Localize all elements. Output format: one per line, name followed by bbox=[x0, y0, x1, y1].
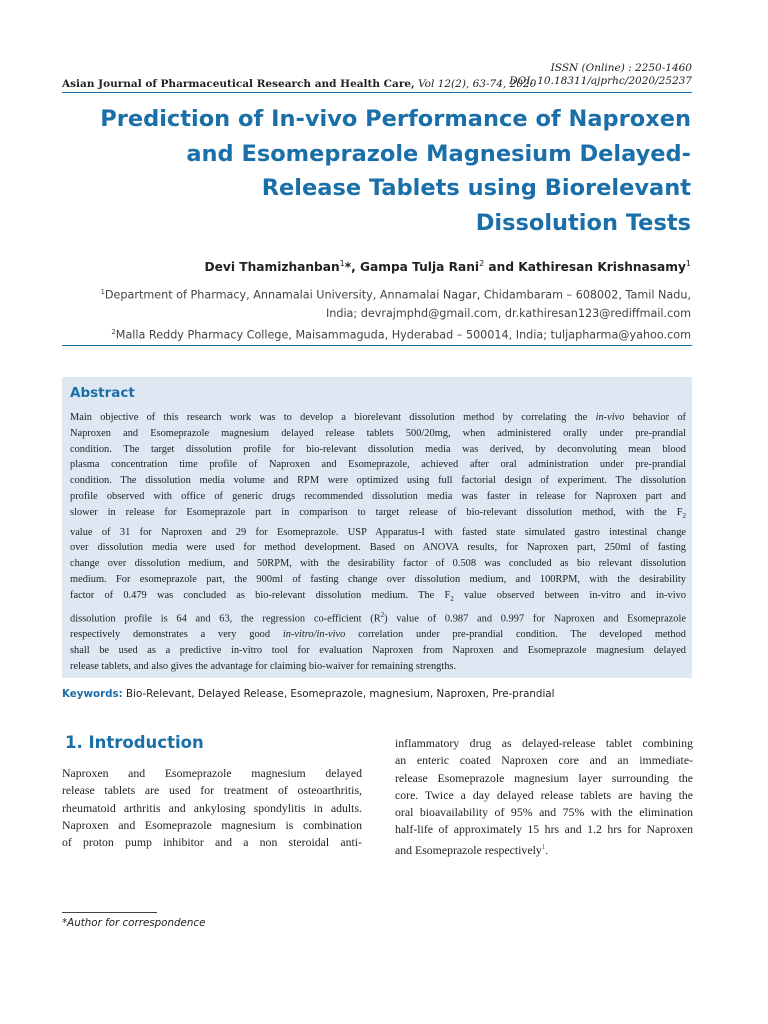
keywords-text: Bio-Relevant, Delayed Release, Esomeprazole, magnesium, Naproxen, Pre-prandial bbox=[122, 688, 555, 700]
intro-column-right bbox=[395, 735, 693, 859]
section-heading-introduction: 1. Introduction bbox=[65, 733, 204, 752]
body-line: release Esomeprazole magnesium layer surrounding the bbox=[395, 770, 693, 785]
abstract-line: dissolution profile is 64 and 63, the regression co-efficient $(R^2)$ value of 0.987 and 0.997 for Naproxen and Esomeprazole bbox=[70, 610, 686, 625]
author-affil-marker: 2 bbox=[479, 259, 485, 268]
author-affil-marker: 1 bbox=[339, 259, 345, 268]
abstract-line: factor of 0.479 was concluded as bio-relevant dissolution medium. The $F_2$ value observed between in-vitro and in-vivo bbox=[70, 589, 686, 603]
author-name: Devi Thamizhanban bbox=[204, 260, 340, 275]
abstract-line: plasma concentration time profile of Naproxen and Esomeprazole, achieved after oral administration under pre-prandial bbox=[70, 459, 686, 471]
title-line: and Esomeprazole Magnesium Delayed- bbox=[186, 140, 691, 167]
abstract-line: profile observed with office of generic drugs recommended dissolution media was faster in release for Naproxen part and bbox=[70, 490, 686, 502]
affiliation-line: $^1$Department of Pharmacy, Annamalai University, Annamalai Nagar, Chidambaram – 608002, Tamil Nadu, bbox=[100, 288, 691, 302]
abstract-line: over dissolution media were used for method development. Based on ANOVA results, for Naproxen part, 250ml of fasting bbox=[70, 542, 686, 554]
author-name: Kathiresan Krishnasamy bbox=[518, 260, 686, 275]
abstract-line: respectively demonstrates a very good in-vitro/in-vivo correlation under pre-prandial condition. The developed method bbox=[70, 628, 686, 640]
keywords bbox=[62, 688, 554, 700]
abstract-line: Naproxen and Esomeprazole magnesium delayed release tablets 500/20mg, when administered orally under pre-prandial bbox=[70, 427, 686, 439]
affiliation-rule bbox=[62, 345, 692, 346]
title-line: Dissolution Tests bbox=[475, 209, 691, 236]
body-line: release tablets are used for treatment of osteoarthritis, bbox=[62, 783, 362, 798]
author-name: Gampa Tulja Rani bbox=[360, 260, 480, 275]
abstract-line: release tablets, and also gives the advantage for claiming bio-waiver for remaining strengths. bbox=[70, 660, 457, 672]
body-line: rheumatoid arthritis and ankylosing spondylitis in adults. bbox=[62, 800, 362, 815]
intro-column-left bbox=[62, 765, 362, 851]
body-line: oral bioavailability of 95% and 75% with the elimination bbox=[395, 805, 693, 820]
body-line: Naproxen and Esomeprazole magnesium is combination bbox=[62, 817, 362, 832]
affiliation-line: India; devrajmphd@gmail.com, dr.kathiresan123@rediffmail.com bbox=[325, 306, 691, 320]
journal-citation bbox=[62, 78, 536, 90]
body-line: of proton pump inhibitor and a non steroidal anti- bbox=[62, 835, 362, 850]
body-line: an enteric coated Naproxen core and an immediate- bbox=[395, 753, 693, 768]
body-line: Naproxen and Esomeprazole magnesium delayed bbox=[62, 766, 362, 780]
journal-volume: Vol 12(2), 63-74, 2020 bbox=[418, 78, 537, 90]
affil-marker: 2 bbox=[111, 327, 116, 336]
abstract-line: condition. The dissolution media volume and RPM were optimized using full factorial design of experiment. The dissolution bbox=[70, 475, 686, 487]
header-rule bbox=[62, 92, 692, 93]
abstract-line: condition. The target dissolution profile for bio-relevant dissolution media was derived, by deconvoluting mean blood bbox=[70, 443, 686, 455]
body-line: inflammatory drug as delayed-release tablet combining bbox=[395, 736, 693, 750]
abstract-line: medium. For esomeprazole part, the 900ml of fasting change over dissolution medium, and 100RPM, with the desirability bbox=[70, 574, 686, 586]
abstract-line: value of 31 for Naproxen and 29 for Esomeprazole. USP Apparatus-I with fasted state simulated gastro intestinal change bbox=[70, 526, 686, 538]
keywords-label: Keywords: bbox=[62, 688, 123, 700]
abstract-heading: Abstract bbox=[70, 385, 135, 401]
abstract-body bbox=[70, 410, 686, 674]
reference-marker[interactable]: 1 bbox=[541, 842, 546, 851]
affil-marker: 1 bbox=[100, 288, 105, 296]
footnote-rule bbox=[62, 912, 157, 913]
doi-text: DOI: 10.18311/ajprhc/2020/25237 bbox=[509, 75, 692, 87]
author-list bbox=[205, 259, 691, 274]
affiliation-line: $^2$Malla Reddy Pharmacy College, Maisammaguda, Hyderabad – 500014, India; tuljapharma@yahoo.com bbox=[111, 327, 691, 342]
abstract-line: change over dissolution medium, and 50RPM, with the desirability factor of 0.508 was concluded as bio relevant dissolution bbox=[70, 558, 686, 570]
corresponding-marker: *, bbox=[344, 260, 361, 275]
title-line: Release Tablets using Biorelevant bbox=[261, 175, 691, 201]
paper-title bbox=[91, 102, 691, 240]
affiliations bbox=[51, 283, 691, 344]
body-line: and Esomeprazole respectively$^1$. bbox=[395, 842, 549, 857]
footnote-correspondence: *Author for correspondence bbox=[62, 917, 206, 929]
author-joiner: and bbox=[484, 260, 519, 275]
body-line: core. Twice a day delayed release tablets are having the bbox=[395, 787, 693, 802]
author-affil-marker: 1 bbox=[685, 259, 691, 268]
title-line: Prediction of In-vivo Performance of Naproxen bbox=[100, 106, 691, 132]
abstract-line: slower in release for Esomeprazole part in comparison to target release of bio-relevant dissolution method, with the $F_2$ bbox=[70, 506, 686, 520]
body-line: half-life of approximately 15 hrs and 1.2 hrs for Naproxen bbox=[395, 822, 693, 837]
abstract-line: shall be used as a predictive in-vitro tool for evaluation Naproxen from Naproxen and Esomeprazole magnesium delayed bbox=[70, 644, 686, 656]
abstract-line: Main objective of this research work was to develop a biorelevant dissolution method by correlating the in-vivo behavior of bbox=[70, 412, 686, 423]
journal-name: Asian Journal of Pharmaceutical Research and Health Care, bbox=[62, 78, 415, 90]
issn-text: ISSN (Online) : 2250-1460 bbox=[550, 62, 692, 74]
